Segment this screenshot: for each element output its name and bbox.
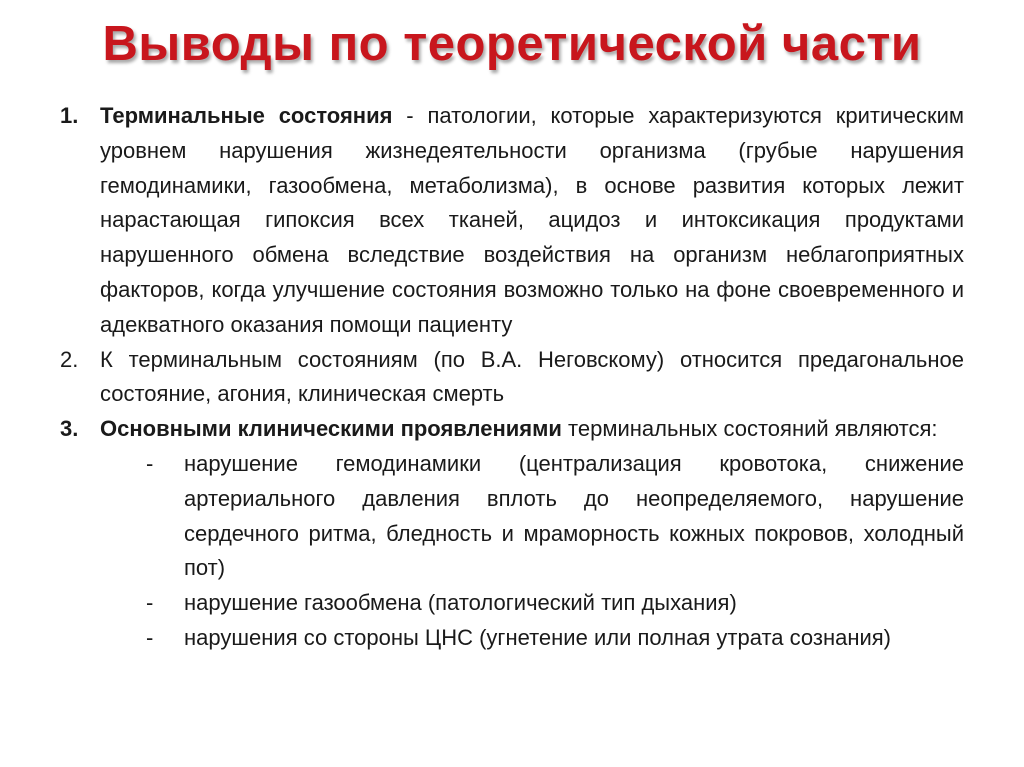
item-number: 3.	[60, 416, 79, 442]
dash-marker: -	[146, 624, 154, 650]
conclusions-list	[60, 99, 964, 656]
list-item-1	[60, 99, 964, 343]
sub-item-text: нарушение гемодинамики (централизация кровотока, снижение артериального давления вплоть до неопределяемого, нарушение сердечного ритма, бледность и мраморность кожных покровов, холодный пот)	[184, 450, 964, 581]
list-item-3	[60, 412, 964, 447]
sub-item-text: нарушения со стороны ЦНС (угнетение или полная утрата сознания)	[184, 624, 892, 650]
item-text: терминальных состояний являются:	[561, 416, 938, 442]
sub-item-text: нарушение газообмена (патологический тип дыхания)	[184, 590, 737, 616]
sub-list-item-gas-exchange	[60, 586, 964, 621]
sub-list-item-hemodynamics	[60, 447, 964, 586]
item-text: - патологии, которые характеризуются критическим уровнем нарушения жизнедеятельности организма (грубые нарушения гемодинамики, газообмена, метаболизма), в основе развития которых лежит нарастающая гипоксия всех тканей, ацидоз и интоксикация продуктами нарушенного обмена вследствие воздействия на организм неблагоприятных факторов, когда улучшение состояния возможно только на фоне своевременного и адекватного оказания помощи пациенту	[100, 103, 964, 337]
item-lead-text: Терминальные состояния	[100, 103, 393, 128]
item-number: 2.	[60, 346, 79, 372]
page-title: Выводы по теоретической части	[102, 17, 922, 71]
item-number: 1.	[60, 103, 79, 128]
item-lead-text: Основными клиническими проявлениями	[100, 416, 562, 442]
sub-list-item-cns	[60, 621, 964, 656]
list-item-2	[60, 343, 964, 413]
dash-marker: -	[146, 590, 154, 616]
dash-marker: -	[146, 450, 154, 476]
manifestations-list	[60, 447, 964, 656]
item-text: К терминальным состояниям (по В.А. Неговскому) относится предагональное состояние, агония, клиническая смерть	[100, 346, 964, 407]
